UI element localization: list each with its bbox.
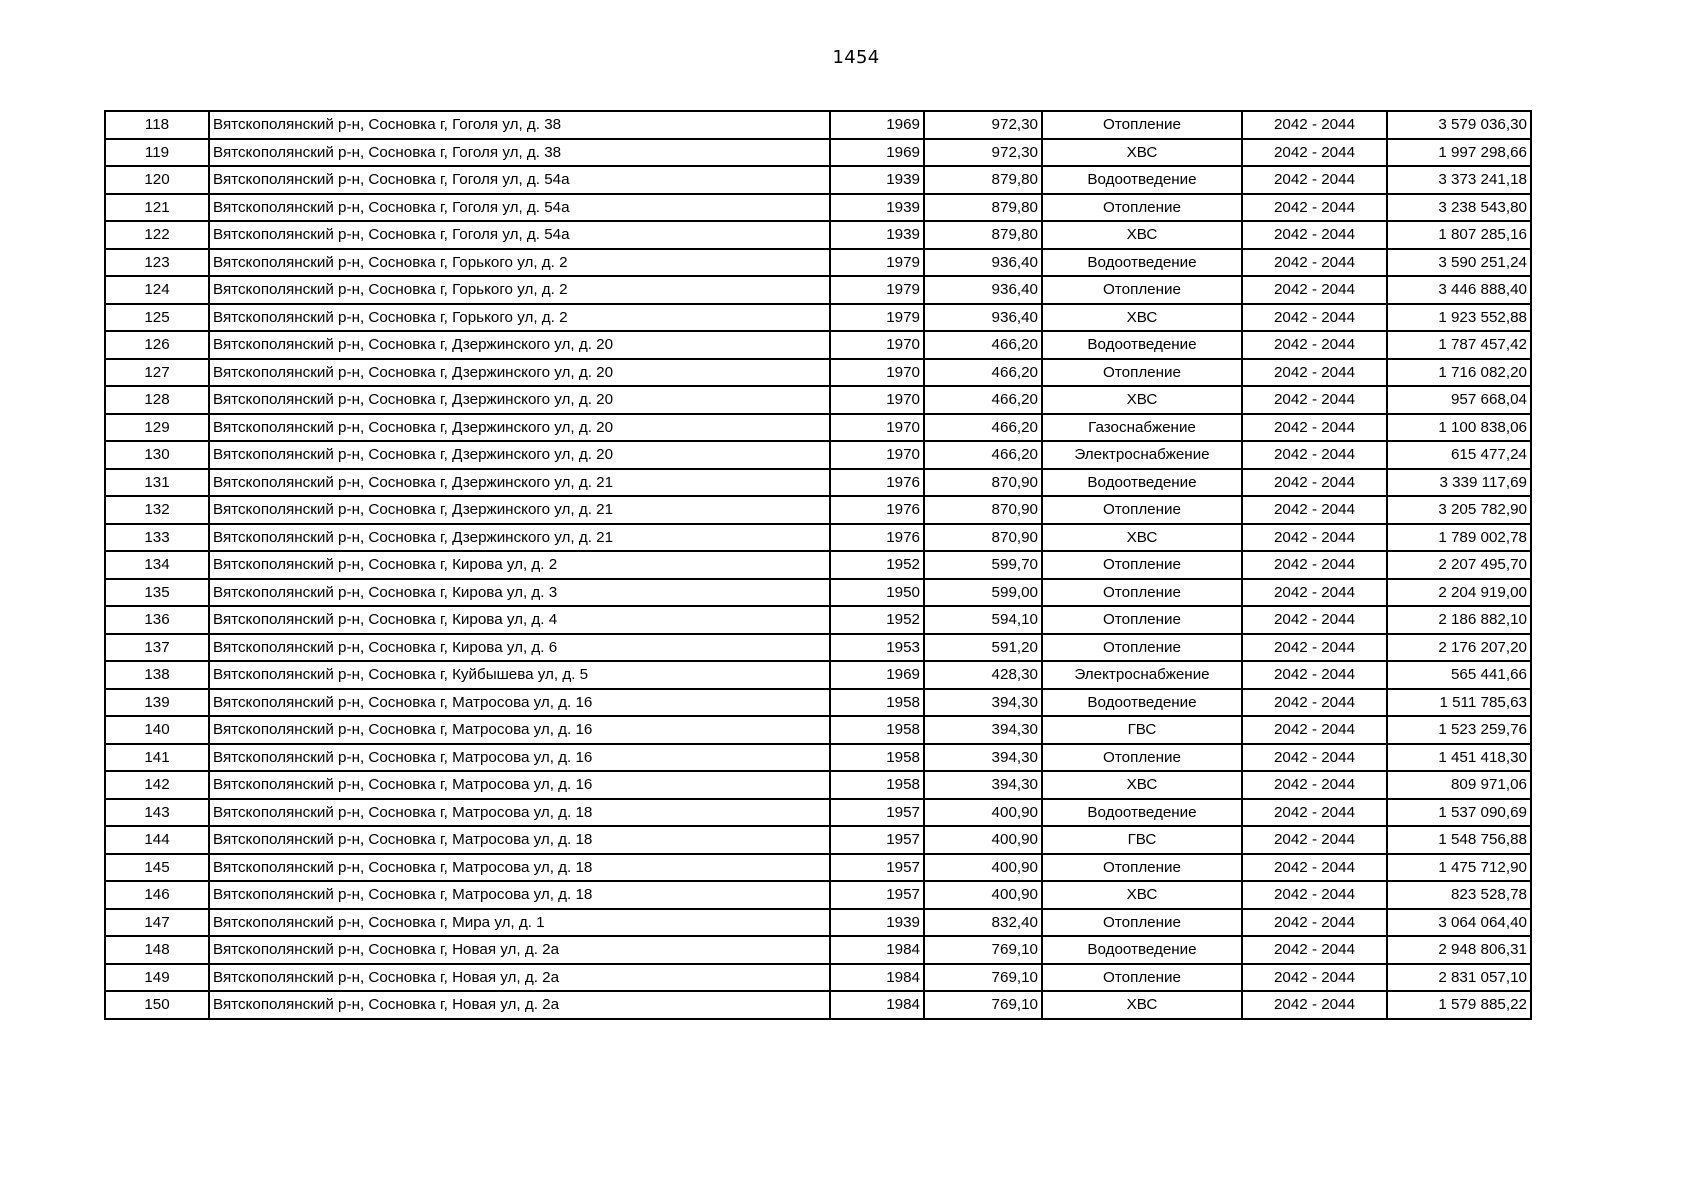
area-cell: 394,30: [924, 689, 1042, 717]
row-number: 141: [105, 744, 209, 772]
address-cell: Вятскополянский р-н, Сосновка г, Мира ул, д. 1: [209, 909, 830, 937]
work-type-cell: Газоснабжение: [1042, 414, 1242, 442]
period-cell: 2042 - 2044: [1242, 221, 1387, 249]
address-cell: Вятскополянский р-н, Сосновка г, Дзержинского ул, д. 20: [209, 441, 830, 469]
address-cell: Вятскополянский р-н, Сосновка г, Матросова ул, д. 16: [209, 716, 830, 744]
work-type-cell: Отопление: [1042, 579, 1242, 607]
table-row: [105, 634, 1531, 662]
work-type-cell: Водоотведение: [1042, 689, 1242, 717]
table-row: [105, 359, 1531, 387]
area-cell: 400,90: [924, 826, 1042, 854]
row-number: 146: [105, 881, 209, 909]
area-cell: 832,40: [924, 909, 1042, 937]
year-built-cell: 1976: [830, 496, 924, 524]
period-cell: 2042 - 2044: [1242, 551, 1387, 579]
area-cell: 466,20: [924, 414, 1042, 442]
address-cell: Вятскополянский р-н, Сосновка г, Матросова ул, д. 18: [209, 881, 830, 909]
cost-cell: 2 207 495,70: [1387, 551, 1531, 579]
work-type-cell: Электроснабжение: [1042, 441, 1242, 469]
row-number: 124: [105, 276, 209, 304]
work-type-cell: Отопление: [1042, 909, 1242, 937]
address-cell: Вятскополянский р-н, Сосновка г, Кирова ул, д. 2: [209, 551, 830, 579]
work-type-cell: Отопление: [1042, 111, 1242, 139]
address-cell: Вятскополянский р-н, Сосновка г, Дзержинского ул, д. 21: [209, 524, 830, 552]
area-cell: 599,70: [924, 551, 1042, 579]
period-cell: 2042 - 2044: [1242, 991, 1387, 1019]
address-cell: Вятскополянский р-н, Сосновка г, Дзержинского ул, д. 20: [209, 331, 830, 359]
cost-cell: 1 537 090,69: [1387, 799, 1531, 827]
row-number: 121: [105, 194, 209, 222]
cost-cell: 1 579 885,22: [1387, 991, 1531, 1019]
year-built-cell: 1979: [830, 304, 924, 332]
address-cell: Вятскополянский р-н, Сосновка г, Дзержинского ул, д. 21: [209, 469, 830, 497]
year-built-cell: 1970: [830, 414, 924, 442]
table-row: [105, 331, 1531, 359]
row-number: 126: [105, 331, 209, 359]
row-number: 137: [105, 634, 209, 662]
row-number: 150: [105, 991, 209, 1019]
address-cell: Вятскополянский р-н, Сосновка г, Куйбышева ул, д. 5: [209, 661, 830, 689]
row-number: 147: [105, 909, 209, 937]
cost-cell: 3 064 064,40: [1387, 909, 1531, 937]
work-type-cell: Отопление: [1042, 194, 1242, 222]
table-row: [105, 661, 1531, 689]
address-cell: Вятскополянский р-н, Сосновка г, Матросова ул, д. 16: [209, 744, 830, 772]
table-row: [105, 991, 1531, 1019]
area-cell: 400,90: [924, 854, 1042, 882]
area-cell: 466,20: [924, 441, 1042, 469]
period-cell: 2042 - 2044: [1242, 496, 1387, 524]
cost-cell: 1 511 785,63: [1387, 689, 1531, 717]
area-cell: 591,20: [924, 634, 1042, 662]
address-cell: Вятскополянский р-н, Сосновка г, Матросова ул, д. 18: [209, 854, 830, 882]
area-cell: 394,30: [924, 771, 1042, 799]
period-cell: 2042 - 2044: [1242, 744, 1387, 772]
area-cell: 972,30: [924, 111, 1042, 139]
period-cell: 2042 - 2044: [1242, 771, 1387, 799]
work-type-cell: Отопление: [1042, 854, 1242, 882]
area-cell: 400,90: [924, 881, 1042, 909]
address-cell: Вятскополянский р-н, Сосновка г, Дзержинского ул, д. 20: [209, 386, 830, 414]
address-cell: Вятскополянский р-н, Сосновка г, Новая ул, д. 2а: [209, 936, 830, 964]
work-type-cell: ХВС: [1042, 386, 1242, 414]
work-type-cell: ХВС: [1042, 139, 1242, 167]
area-cell: 394,30: [924, 716, 1042, 744]
year-built-cell: 1976: [830, 524, 924, 552]
period-cell: 2042 - 2044: [1242, 881, 1387, 909]
period-cell: 2042 - 2044: [1242, 579, 1387, 607]
cost-cell: 3 238 543,80: [1387, 194, 1531, 222]
work-type-cell: Водоотведение: [1042, 799, 1242, 827]
address-cell: Вятскополянский р-н, Сосновка г, Гоголя ул, д. 38: [209, 139, 830, 167]
row-number: 127: [105, 359, 209, 387]
year-built-cell: 1957: [830, 881, 924, 909]
period-cell: 2042 - 2044: [1242, 441, 1387, 469]
period-cell: 2042 - 2044: [1242, 249, 1387, 277]
period-cell: 2042 - 2044: [1242, 606, 1387, 634]
cost-cell: 3 579 036,30: [1387, 111, 1531, 139]
row-number: 139: [105, 689, 209, 717]
work-type-cell: Отопление: [1042, 496, 1242, 524]
row-number: 135: [105, 579, 209, 607]
work-type-cell: Отопление: [1042, 276, 1242, 304]
period-cell: 2042 - 2044: [1242, 689, 1387, 717]
period-cell: 2042 - 2044: [1242, 661, 1387, 689]
table-row: [105, 469, 1531, 497]
period-cell: 2042 - 2044: [1242, 799, 1387, 827]
table-row: [105, 276, 1531, 304]
table-row: [105, 964, 1531, 992]
year-built-cell: 1970: [830, 331, 924, 359]
table-row: [105, 551, 1531, 579]
cost-cell: 2 204 919,00: [1387, 579, 1531, 607]
cost-cell: 809 971,06: [1387, 771, 1531, 799]
row-number: 120: [105, 166, 209, 194]
area-cell: 879,80: [924, 221, 1042, 249]
row-number: 125: [105, 304, 209, 332]
year-built-cell: 1969: [830, 661, 924, 689]
address-cell: Вятскополянский р-н, Сосновка г, Дзержинского ул, д. 20: [209, 414, 830, 442]
area-cell: 466,20: [924, 331, 1042, 359]
work-type-cell: ХВС: [1042, 881, 1242, 909]
period-cell: 2042 - 2044: [1242, 469, 1387, 497]
year-built-cell: 1939: [830, 909, 924, 937]
cost-cell: 1 997 298,66: [1387, 139, 1531, 167]
cost-cell: 1 716 082,20: [1387, 359, 1531, 387]
year-built-cell: 1969: [830, 139, 924, 167]
year-built-cell: 1958: [830, 716, 924, 744]
cost-cell: 3 339 117,69: [1387, 469, 1531, 497]
year-built-cell: 1957: [830, 799, 924, 827]
table-row: [105, 111, 1531, 139]
area-cell: 936,40: [924, 249, 1042, 277]
area-cell: 769,10: [924, 936, 1042, 964]
period-cell: 2042 - 2044: [1242, 386, 1387, 414]
row-number: 138: [105, 661, 209, 689]
address-cell: Вятскополянский р-н, Сосновка г, Матросова ул, д. 16: [209, 689, 830, 717]
address-cell: Вятскополянский р-н, Сосновка г, Дзержинского ул, д. 20: [209, 359, 830, 387]
table-row: [105, 606, 1531, 634]
table-row: [105, 579, 1531, 607]
table-body: [105, 111, 1531, 1019]
year-built-cell: 1939: [830, 166, 924, 194]
year-built-cell: 1958: [830, 771, 924, 799]
period-cell: 2042 - 2044: [1242, 304, 1387, 332]
cost-cell: 1 523 259,76: [1387, 716, 1531, 744]
year-built-cell: 1984: [830, 991, 924, 1019]
table-row: [105, 716, 1531, 744]
address-cell: Вятскополянский р-н, Сосновка г, Гоголя ул, д. 38: [209, 111, 830, 139]
period-cell: 2042 - 2044: [1242, 716, 1387, 744]
period-cell: 2042 - 2044: [1242, 276, 1387, 304]
row-number: 118: [105, 111, 209, 139]
year-built-cell: 1984: [830, 964, 924, 992]
work-type-cell: ХВС: [1042, 221, 1242, 249]
work-type-cell: ХВС: [1042, 524, 1242, 552]
work-type-cell: Водоотведение: [1042, 469, 1242, 497]
period-cell: 2042 - 2044: [1242, 524, 1387, 552]
period-cell: 2042 - 2044: [1242, 166, 1387, 194]
work-type-cell: Отопление: [1042, 551, 1242, 579]
period-cell: 2042 - 2044: [1242, 634, 1387, 662]
area-cell: 599,00: [924, 579, 1042, 607]
area-cell: 428,30: [924, 661, 1042, 689]
work-type-cell: ХВС: [1042, 771, 1242, 799]
table-row: [105, 524, 1531, 552]
address-cell: Вятскополянский р-н, Сосновка г, Кирова ул, д. 4: [209, 606, 830, 634]
address-cell: Вятскополянский р-н, Сосновка г, Кирова ул, д. 6: [209, 634, 830, 662]
table-row: [105, 139, 1531, 167]
work-type-cell: Отопление: [1042, 606, 1242, 634]
work-type-cell: Отопление: [1042, 634, 1242, 662]
address-cell: Вятскополянский р-н, Сосновка г, Новая ул, д. 2а: [209, 964, 830, 992]
row-number: 143: [105, 799, 209, 827]
work-type-cell: Отопление: [1042, 744, 1242, 772]
period-cell: 2042 - 2044: [1242, 139, 1387, 167]
area-cell: 870,90: [924, 524, 1042, 552]
year-built-cell: 1970: [830, 386, 924, 414]
address-cell: Вятскополянский р-н, Сосновка г, Гоголя ул, д. 54а: [209, 221, 830, 249]
table-row: [105, 909, 1531, 937]
period-cell: 2042 - 2044: [1242, 414, 1387, 442]
cost-cell: 3 373 241,18: [1387, 166, 1531, 194]
table-row: [105, 496, 1531, 524]
capital-repair-table: [104, 110, 1532, 1020]
table-row: [105, 386, 1531, 414]
work-type-cell: Электроснабжение: [1042, 661, 1242, 689]
period-cell: 2042 - 2044: [1242, 331, 1387, 359]
year-built-cell: 1969: [830, 111, 924, 139]
year-built-cell: 1950: [830, 579, 924, 607]
work-type-cell: ХВС: [1042, 991, 1242, 1019]
period-cell: 2042 - 2044: [1242, 194, 1387, 222]
area-cell: 769,10: [924, 991, 1042, 1019]
year-built-cell: 1976: [830, 469, 924, 497]
work-type-cell: Водоотведение: [1042, 249, 1242, 277]
area-cell: 466,20: [924, 359, 1042, 387]
table-row: [105, 304, 1531, 332]
cost-cell: 3 205 782,90: [1387, 496, 1531, 524]
year-built-cell: 1979: [830, 276, 924, 304]
cost-cell: 1 789 002,78: [1387, 524, 1531, 552]
table-row: [105, 194, 1531, 222]
cost-cell: 2 831 057,10: [1387, 964, 1531, 992]
cost-cell: 823 528,78: [1387, 881, 1531, 909]
area-cell: 394,30: [924, 744, 1042, 772]
year-built-cell: 1984: [830, 936, 924, 964]
table-row: [105, 689, 1531, 717]
address-cell: Вятскополянский р-н, Сосновка г, Гоголя ул, д. 54а: [209, 166, 830, 194]
year-built-cell: 1939: [830, 194, 924, 222]
cost-cell: 1 923 552,88: [1387, 304, 1531, 332]
work-type-cell: ГВС: [1042, 826, 1242, 854]
row-number: 140: [105, 716, 209, 744]
table-row: [105, 881, 1531, 909]
address-cell: Вятскополянский р-н, Сосновка г, Новая ул, д. 2а: [209, 991, 830, 1019]
period-cell: 2042 - 2044: [1242, 826, 1387, 854]
year-built-cell: 1979: [830, 249, 924, 277]
address-cell: Вятскополянский р-н, Сосновка г, Матросова ул, д. 16: [209, 771, 830, 799]
row-number: 129: [105, 414, 209, 442]
cost-cell: 1 787 457,42: [1387, 331, 1531, 359]
cost-cell: 615 477,24: [1387, 441, 1531, 469]
address-cell: Вятскополянский р-н, Сосновка г, Горького ул, д. 2: [209, 249, 830, 277]
cost-cell: 3 446 888,40: [1387, 276, 1531, 304]
row-number: 134: [105, 551, 209, 579]
table-row: [105, 414, 1531, 442]
row-number: 144: [105, 826, 209, 854]
work-type-cell: Водоотведение: [1042, 166, 1242, 194]
area-cell: 879,80: [924, 166, 1042, 194]
cost-cell: 2 186 882,10: [1387, 606, 1531, 634]
year-built-cell: 1957: [830, 854, 924, 882]
row-number: 122: [105, 221, 209, 249]
address-cell: Вятскополянский р-н, Сосновка г, Гоголя ул, д. 54а: [209, 194, 830, 222]
cost-cell: 1 548 756,88: [1387, 826, 1531, 854]
period-cell: 2042 - 2044: [1242, 936, 1387, 964]
year-built-cell: 1939: [830, 221, 924, 249]
period-cell: 2042 - 2044: [1242, 909, 1387, 937]
area-cell: 594,10: [924, 606, 1042, 634]
cost-cell: 1 100 838,06: [1387, 414, 1531, 442]
area-cell: 870,90: [924, 469, 1042, 497]
area-cell: 972,30: [924, 139, 1042, 167]
table-row: [105, 744, 1531, 772]
area-cell: 936,40: [924, 276, 1042, 304]
work-type-cell: Водоотведение: [1042, 936, 1242, 964]
work-type-cell: Отопление: [1042, 359, 1242, 387]
table-row: [105, 826, 1531, 854]
row-number: 148: [105, 936, 209, 964]
cost-cell: 3 590 251,24: [1387, 249, 1531, 277]
year-built-cell: 1953: [830, 634, 924, 662]
cost-cell: 565 441,66: [1387, 661, 1531, 689]
year-built-cell: 1952: [830, 551, 924, 579]
cost-cell: 1 807 285,16: [1387, 221, 1531, 249]
cost-cell: 1 475 712,90: [1387, 854, 1531, 882]
area-cell: 466,20: [924, 386, 1042, 414]
cost-cell: 2 176 207,20: [1387, 634, 1531, 662]
year-built-cell: 1957: [830, 826, 924, 854]
row-number: 131: [105, 469, 209, 497]
period-cell: 2042 - 2044: [1242, 111, 1387, 139]
cost-cell: 2 948 806,31: [1387, 936, 1531, 964]
address-cell: Вятскополянский р-н, Сосновка г, Горького ул, д. 2: [209, 304, 830, 332]
area-cell: 936,40: [924, 304, 1042, 332]
work-type-cell: Водоотведение: [1042, 331, 1242, 359]
year-built-cell: 1970: [830, 359, 924, 387]
year-built-cell: 1958: [830, 744, 924, 772]
table-row: [105, 221, 1531, 249]
cost-cell: 1 451 418,30: [1387, 744, 1531, 772]
year-built-cell: 1958: [830, 689, 924, 717]
address-cell: Вятскополянский р-н, Сосновка г, Дзержинского ул, д. 21: [209, 496, 830, 524]
area-cell: 400,90: [924, 799, 1042, 827]
year-built-cell: 1952: [830, 606, 924, 634]
address-cell: Вятскополянский р-н, Сосновка г, Горького ул, д. 2: [209, 276, 830, 304]
table-row: [105, 936, 1531, 964]
row-number: 142: [105, 771, 209, 799]
row-number: 132: [105, 496, 209, 524]
row-number: 130: [105, 441, 209, 469]
row-number: 128: [105, 386, 209, 414]
period-cell: 2042 - 2044: [1242, 854, 1387, 882]
area-cell: 870,90: [924, 496, 1042, 524]
table-row: [105, 441, 1531, 469]
year-built-cell: 1970: [830, 441, 924, 469]
table-row: [105, 249, 1531, 277]
row-number: 123: [105, 249, 209, 277]
address-cell: Вятскополянский р-н, Сосновка г, Матросова ул, д. 18: [209, 826, 830, 854]
area-cell: 879,80: [924, 194, 1042, 222]
cost-cell: 957 668,04: [1387, 386, 1531, 414]
period-cell: 2042 - 2044: [1242, 359, 1387, 387]
row-number: 136: [105, 606, 209, 634]
row-number: 133: [105, 524, 209, 552]
address-cell: Вятскополянский р-н, Сосновка г, Кирова ул, д. 3: [209, 579, 830, 607]
page-number: 1454: [832, 47, 880, 68]
table-row: [105, 771, 1531, 799]
work-type-cell: ГВС: [1042, 716, 1242, 744]
table-row: [105, 854, 1531, 882]
row-number: 149: [105, 964, 209, 992]
area-cell: 769,10: [924, 964, 1042, 992]
table-row: [105, 799, 1531, 827]
table-row: [105, 166, 1531, 194]
address-cell: Вятскополянский р-н, Сосновка г, Матросова ул, д. 18: [209, 799, 830, 827]
row-number: 145: [105, 854, 209, 882]
period-cell: 2042 - 2044: [1242, 964, 1387, 992]
work-type-cell: ХВС: [1042, 304, 1242, 332]
work-type-cell: Отопление: [1042, 964, 1242, 992]
row-number: 119: [105, 139, 209, 167]
